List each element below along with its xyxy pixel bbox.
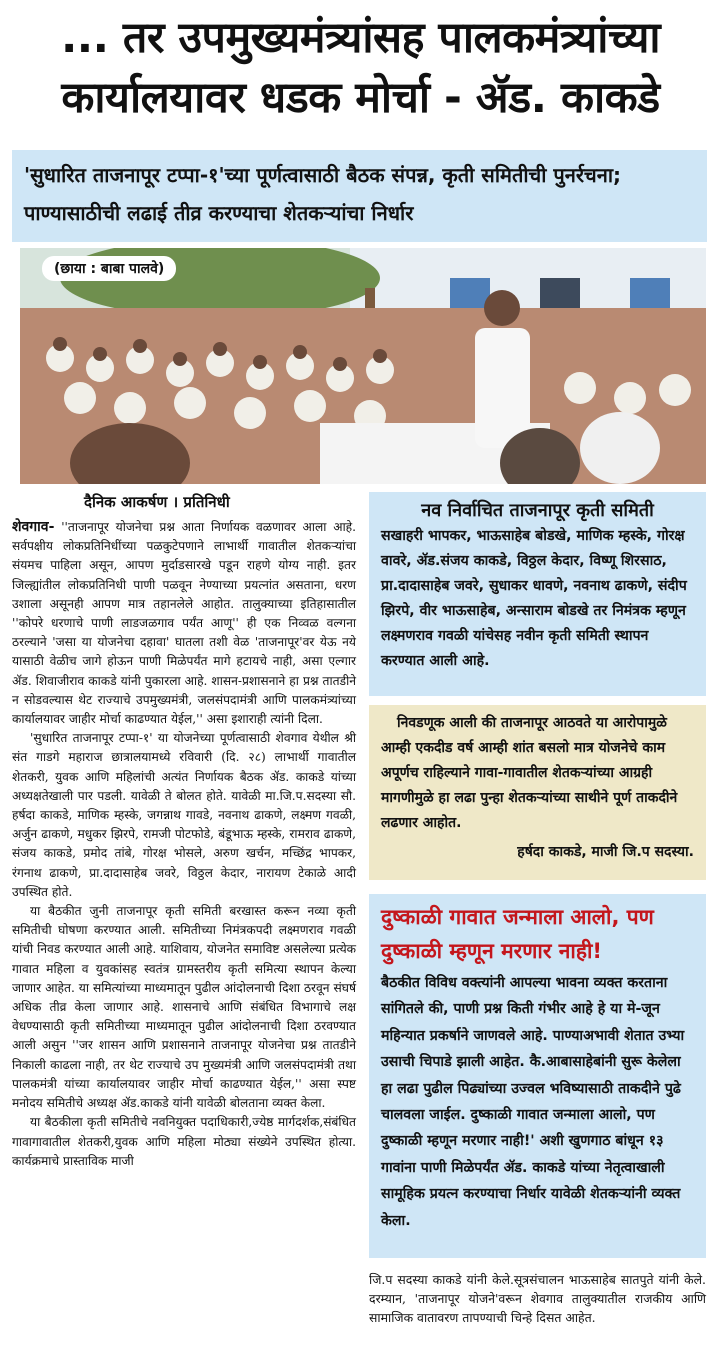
quote-text: निवडणूक आली की ताजनापूर आठवते या आरोपामुळे आम्ही एकदीड वर्ष आम्ही शांत बसलो मात्र योजनेचे काम अपूर्णच राहिल्याने गावा-गावातील शेतकऱ्यांच्या आग्रही मागणीमुळे हा लढा पुन्हा शेतकऱ्यांच्या साथीने पूर्ण ताकदीने लढणार आहोत. <box>381 715 678 831</box>
article-paragraph-3: या बैठकीत जुनी ताजनापूर कृती समिती बरखास्त करून नव्या कृती समितीची घोषणा करण्यात आली. समितीच्या निमंत्रकपदी लक्ष्मणराव गवळी यांची निवड करण्यात आली आहे. याशिवाय, योजनेत समाविष्ट असलेल्या प्रत्येक गावात महिला व युवकांसह स्वतंत्र ग्रामस्तरीय कृती समित्या स्थापन केल्या जाणार आहेत. या समित्यांच्या माध्यमातून पुढील आंदोलनाची दिशा ठरवून संघर्ष अधिक तीव्र केला जाणार आहे. शासनाचे आणि संबंधित विभागाचे लक्ष वेधण्यासाठी कृती समितीच्या माध्यमातून पुढील आंदोलनाची दिशा ठरवण्यात आली असुन ''जर शासन आणि प्रशासनाने ताजनापूर योजनेचा प्रश्न तातडीने निकाली काढला नाही, तर थेट राज्याचे उप मुख्यमंत्री आणि जलसंपदामंत्री तथा पालकमंत्री यांच्या कार्यालयावर जाहीर मोर्चा काढण्यात येईल,'' असा स्पष्ट मनोदय समितीचे अध्यक्ष ॲड.काकडे यांनी यावेळी बोलताना व्यक्त केला. <box>12 904 356 1111</box>
quote-box <box>369 705 706 880</box>
drought-box-text: बैठकीत विविध वक्त्यांनी आपल्या भावना व्यक्त करताना सांगितले की, पाणी प्रश्न किती गंभीर आहे हे या मे-जून महिन्यात प्रकर्षाने जाणवले आहे. पाण्याअभावी शेतात उभ्या उसाची चिपाडे झाली आहेत. कै.आबासाहेबांनी सुरू केलेला हा लढा पुढील पिढ्यांच्या उज्वल भविष्यासाठी ताकदीने पुढे चालवला जाईल. दुष्काळी गावात जन्माला आलो, पण दुष्काळी म्हणून मरणार नाही!' अशी खुणगाठ बांधून १३ गावांना पाणी मिळेपर्यंत ॲड. काकडे यांच्या नेतृत्वाखाली सामूहिक प्रयत्न करण्याचा निर्धार यावेळी शेतकऱ्यांनी व्यक्त केला. <box>381 975 685 1229</box>
committee-box-title: नव निर्वाचित ताजनापूर कृती समिती <box>421 500 654 521</box>
headline <box>0 8 721 128</box>
article-paragraph-4: या बैठकीला कृती समितीचे नवनियुक्त पदाधिकारी,ज्येष्ठ मार्गदर्शक,संबंधित गावागावातील शेतकरी,युवक आणि महिला मोठ्या संख्येने उपस्थित होत्या. कार्यक्रमाचे प्रास्ताविक माजी <box>12 1115 356 1168</box>
meeting-photo-illustration <box>20 248 706 484</box>
article-paragraph-2: 'सुधारित ताजनापूर टप्पा-१' या योजनेच्या पूर्णत्वासाठी शेवगाव येथील श्री संत गाडगे महाराज छात्रालयामध्ये रविवारी (दि. २८) लाभार्थी गावातील शेतकरी, युवक आणि महिलांची अत्यंत निर्णायक बैठक ॲड. काकडे यांच्या अध्यक्षतेखाली पार पडली. यावेळी ते बोलत होते. यावेळी मा.जि.प.सदस्या सौ. हर्षदा काकडे, माणिक म्हस्के, जगन्नाथ गावडे, नवनाथ ढाकणे, लक्ष्मण गवळी, अर्जुन ढाकणे, मधुकर झिरपे, रामजी पोटफोडे, बंडूभाऊ म्हस्के, रामराव ढाकणे, संजय काकडे, प्रमोद तांबे, गोरक्ष भोसले, अरुण खर्चन, मच्छिंद्र भापकर, रंगनाथ ढाकणे, प्रा.दादासाहेब जवरे, विठ्ठल केदार, नारायण टेकाळे आदी उपस्थित होते. <box>12 731 356 899</box>
continuation-text: जि.प सदस्या काकडे यांनी केले.सूत्रसंचालन भाऊसाहेब सातपुते यांनी केले. दरम्यान, 'ताजनापूर योजने'वरून शेवगाव तालुक्यातील राजकीय आणि सामाजिक वातावरण तापण्याची चिन्हे दिसत आहेत. <box>369 1272 706 1325</box>
byline: दैनिक आकर्षण । प्रतिनिधी <box>84 493 230 511</box>
meeting-photo <box>20 248 706 484</box>
article-paragraph-1: ''ताजनापूर योजनेचा प्रश्न आता निर्णायक वळणावर आला आहे. सर्वपक्षीय लोकप्रतिनिधींच्या पळकुटेपणाने लाभार्थी गावातील शेतकऱ्यांचा संयमच पाहिला असून, आपण मुर्दाडसारखे पडून राहणे योग्य नाही. इतर जिल्ह्यांतील लोकप्रतिनिधी पाणी पळवून नेण्याच्या प्रयत्नांत असताना, धरण उशाला असूनही आपण मात्र तहानलेले आहोत. तालुक्याच्या इतिहासातील ''कोपरे धरणाचे पाणी लाडजळगाव पर्यंत आणू'' ही एक निव्वळ वल्गना ठरल्याने 'जसा या योजनेचा दहावा' घातला तशी वेळ 'ताजनापूर'वर येऊ नये यासाठी वेळीच जागे होऊन पाणी मिळेपर्यंत मागे हटायचे नाही, असा एल्गार ॲड. शिवाजीराव काकडे यांनी पुकारला आहे. शासन-प्रशासनाने हा प्रश्न तातडीने न सोडवल्यास थेट राज्याचे उपमुख्यमंत्री, जलसंपदामंत्री आणि पालकमंत्र्यांच्या कार्यालयावर जाहीर मोर्चा काढण्यात येईल,'' असा इशाराही त्यांनी दिला. <box>12 520 357 727</box>
dateline: शेवगाव- <box>12 519 55 535</box>
drought-box <box>369 894 706 1258</box>
headline-line-1: ... तर उपमुख्यमंत्र्यांसह पालकमंत्र्यांच्या <box>60 13 661 63</box>
article-body <box>12 518 356 1171</box>
photo-credit: (छाया : बाबा पालवे) <box>42 256 176 281</box>
committee-box-text: सखाहरी भापकर, भाऊसाहेब बोडखे, माणिक म्हस्के, गोरक्ष वावरे, ॲड.संजय काकडे, विठ्ठल केदार, विष्णू शिरसाठ, प्रा.दादासाहेब जवरे, सुधाकर धावणे, नवनाथ ढाकणे, संदीप झिरपे, वीर भाऊसाहेब, अन्साराम बोडखे तर निमंत्रक म्हणून लक्ष्मणराव गवळी यांचेसह नवीन कृती समिती स्थापन करण्यात आली आहे. <box>381 528 687 669</box>
committee-box <box>369 492 706 696</box>
quote-attribution: हर्षदा काकडे, माजी जि.प सदस्या. <box>517 844 694 860</box>
subheadline: 'सुधारित ताजनापूर टप्पा-१'च्या पूर्णत्वासाठी बैठक संपन्न, कृती समितीची पुनर्रचना; पाण्यासाठीची लढाई तीव्र करण्याचा शेतकऱ्यांचा निर्धार <box>12 150 707 242</box>
headline-line-2: कार्यालयावर धडक मोर्चा - ॲड. काकडे <box>61 73 660 123</box>
drought-box-title: दुष्काळी गावात जन्माला आलो, पण दुष्काळी म्हणून मरणार नाही! <box>381 905 654 963</box>
